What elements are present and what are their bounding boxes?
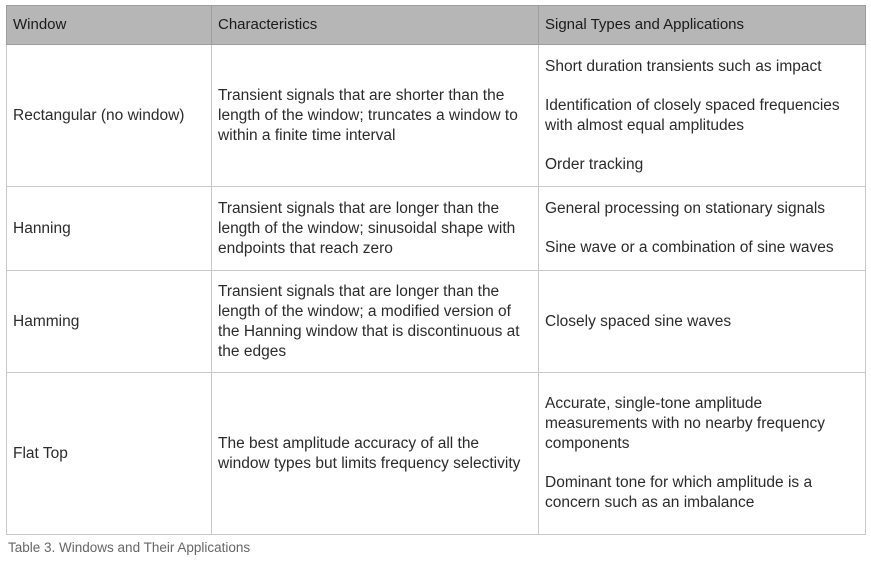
characteristics-cell: Transient signals that are longer than the length of the window; a modified version of the Hanning window that is discontinuous at the edges	[212, 271, 539, 373]
application-item: Short duration transients such as impact	[545, 57, 822, 75]
windows-table	[6, 5, 866, 535]
table-row	[7, 45, 866, 187]
characteristics-cell: The best amplitude accuracy of all the window types but limits frequency selectivity	[212, 373, 539, 535]
header-applications: Signal Types and Applications	[539, 6, 866, 45]
applications-cell	[539, 271, 866, 373]
window-name: Flat Top	[7, 373, 212, 535]
applications-cell	[539, 373, 866, 535]
window-name: Hanning	[7, 187, 212, 271]
applications-cell	[539, 187, 866, 271]
table-row	[7, 187, 866, 271]
header-window: Window	[7, 6, 212, 45]
window-name: Hamming	[7, 271, 212, 373]
application-item: Accurate, single-tone amplitude measurements with no nearby frequency components	[545, 395, 826, 452]
applications-cell	[539, 45, 866, 187]
application-item: General processing on stationary signals	[545, 200, 826, 217]
table-caption: Table 3. Windows and Their Applications	[8, 540, 251, 555]
application-item: Closely spaced sine waves	[545, 312, 732, 330]
application-item: Identification of closely spaced frequencies with almost equal amplitudes	[545, 96, 840, 134]
characteristics-cell: Transient signals that are longer than the length of the window; sinusoidal shape with endpoints that reach zero	[212, 187, 539, 271]
table-row	[7, 271, 866, 373]
header-row	[7, 6, 866, 45]
table-row	[7, 373, 866, 535]
application-item: Order tracking	[545, 155, 644, 173]
application-item: Dominant tone for which amplitude is a concern such as an imbalance	[545, 474, 813, 511]
header-characteristics: Characteristics	[212, 6, 539, 45]
characteristics-cell: Transient signals that are shorter than the length of the window; truncates a window to within a finite time interval	[212, 45, 539, 187]
window-name: Rectangular (no window)	[7, 45, 212, 187]
application-item: Sine wave or a combination of sine waves	[545, 239, 834, 256]
